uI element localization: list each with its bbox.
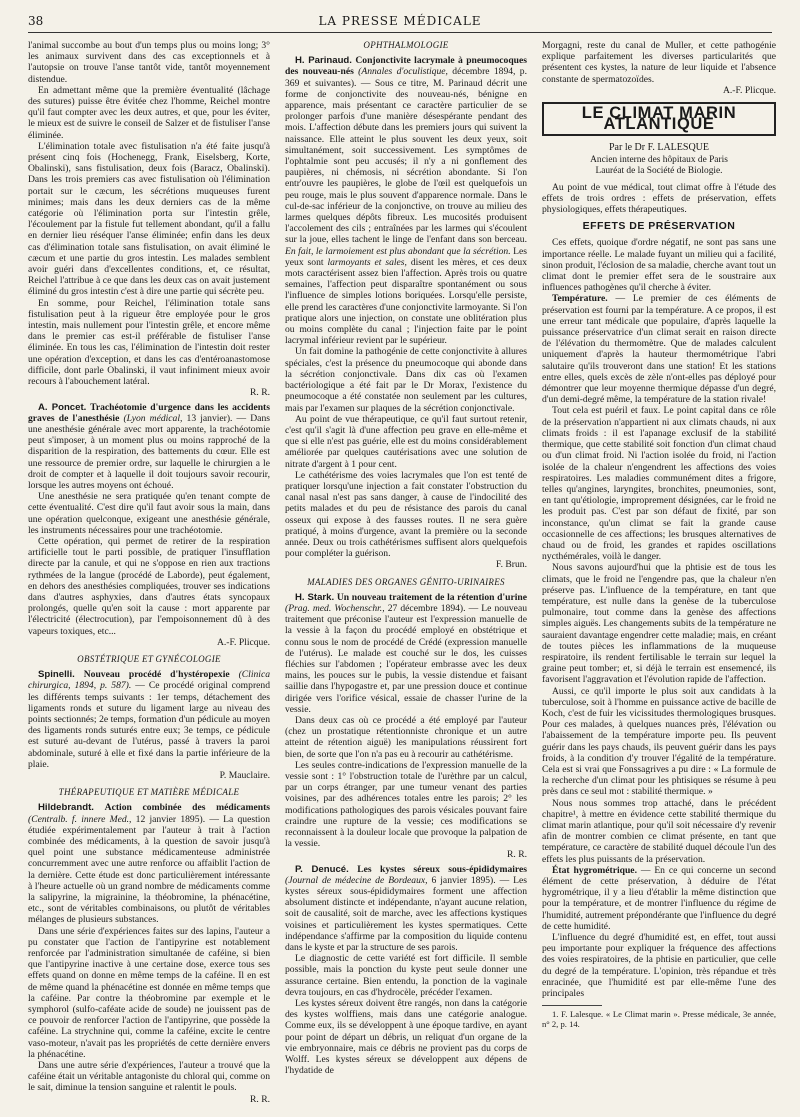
paragraph: Nous nous sommes trop attaché, dans le précédent chapitre¹, à mettre en évidence cette stabilité thermique du climat marin atlantique, pour qu'il soit nécessaire d'y revenir afin de montrer combien ce climat présente, en tant que température, ce caractère de stabilité duquel découle l'un des effets les plus puissants de la préservation. [542,797,776,865]
article-hildebrandt [28,802,270,925]
article-source: (Prag. med. Wochenschr., [285,602,385,614]
article-parinaud [285,55,527,346]
paragraph-temperature [542,293,776,405]
article-title: Les kystes séreux sous-épididymaires [357,863,527,875]
page-header [28,14,772,33]
footnote: 1. F. Lalesque. « Le Climat marin ». Presse médicale, 3e année, n° 2, p. 14. [542,1009,776,1030]
paragraph: Cette opération, qui permet de retirer de la respiration artificielle tout le parti possible, de pratiquer l'insufflation directe par la canule, et qui ne s'oppose en rien aux tractions rythmées de la langue (procédé de Laborde), peut également, en dehors des anesthésies compliquées, trouver ses indications dans d'autres asphyxies, dans d'autres états syncopaux prolongés, quelle qu'en soit la cause : mort apparente par l'électricité (électrocution), par l'empoisonnement dû à des vapeurs toxiques, etc... [28,535,270,637]
article-poncet [28,402,270,492]
paragraph: Le cathétérisme des voies lacrymales que l'on est tenté de pratiquer lorsqu'une injection a fait constater l'obstruction du canal nasal n'est pas sans danger, à cause de l'indocilité des petits malades et du peu de résistance des parois du canal osseux qui expose à des fausses routes. Il ne sera guère pratiqué, à moins d'urgence, avant la première ou la seconde année. Deux ou trois cathétérismes suffisent alors quelquefois pour compléter la guérison. [285,469,527,560]
article-title: Action combinée des médicaments [104,802,270,814]
paragraph: Ces effets, quoique d'ordre négatif, ne sont pas sans une importance réelle. Le malade fuyant un milieu qui a facilité, sinon produit, l'éclosion de sa maladie, cherche avant tout un climat dont le premier effet sera de le soustraire aux influences pathogènes qu'il cherche à éviter. [542,237,776,294]
column-2 [285,40,527,1111]
paragraph: Morgagni, reste du canal de Muller, et cette pathogénie explique parfaitement les diverses particularités que présentent ces kystes, la nature de leur liquide et l'absence constante de spermatozoïdes. [542,40,776,85]
article-byline: Par le Dr F. LALESQUE [608,142,710,154]
article-emphasis: En fait, le larmoiement est plus abondant que la sécrétion. [285,245,511,257]
paragraph: Au point de vue thérapeutique, ce qu'il faut surtout retenir, c'est qu'il s'agit là d'une affection peu grave en elle-même et que si elle n'est pas guérie, elle est du moins considérablement améliorée par quelques cautérisations avec une solution de nitrate d'argent à 1 pour cent. [285,413,527,470]
article-source: (Clinica chirurgica, 1894, p. 587). [28,669,270,692]
article-source: (Lyon médical, [123,412,183,424]
article-denuce [285,864,527,954]
paragraph: l'animal succombe au bout d'un temps plus ou moins long; 3° les animaux survivent dans des cas exceptionnels et à l'autopsie on trouve l'anse tantôt vide, tantôt moyennement distendue. [28,40,270,85]
paragraph: Tout cela est puéril et faux. Le point capital dans ce rôle de la préservation n'appartient ni aux climats chauds, ni aux climats froids : il est l'apanage exclusif de la stabilité thermique, que cette stabilité soit fonction d'un climat chaud ou d'un climat froid. Ni l'action isolée du froid, ni l'action isolée de la chaleur n'engendrent les affections des voies respiratoires. Les maladies communément dites a frigore, telles qu'angines, laryngites, bronchites, pneumonies, sont, en tant qu'étiologie, improprement désignées, car le froid ne les produit pas. C'est par son défaut de fixité, par son inconstance, qu'un climat se fait la grande cause occasionnelle de ces affections; les brusques alternatives de chaud ou de froid, les grandes et rapides oscillations nycthémérales, voilà le danger. [542,405,776,563]
article-author: H. Parinaud. [295,55,352,67]
paragraph: Au point de vue médical, tout climat offre à l'étude des effets de trois ordres : effets de préservation, effets physiologiques, effets thérapeutiques. [542,181,776,216]
paragraph: En somme, pour Reichel, l'élimination totale sans fistulisation peut à la rigueur être employée pour le gros intestin, mais nullement pour l'intestin grêle, et encore même dans le premier cas est-il préférable de fistuliser l'anse éliminée. En tous les cas, l'élimination de l'intestin doit rester une opération d'exception, et dans les cas d'entéroanastomose difficile, dont parle Obalinski, il vaut infiniment mieux avoir recours à l'abouchement latéral. [28,297,270,388]
paragraph: Nous savons aujourd'hui que la phtisie est de tous les climats, que le froid ne l'engendre pas, que la chaleur n'en préserve pas. L'influence de la température, en tant que température, est nulle dans la genèse de la tuberculose pulmonaire, tout comme dans la genèse des affections simples aiguës. Les changements subits de la température ne sauraient davantage engendrer cette maladie; mais, en créant de toutes pièces les inflammations de la muqueuse respiratoire, ils rendent fertilisable le terrain sur lequel la graine peut tomber; et, si déjà le terrain est ensemencé, ils favorisent l'aggravation et l'évolution rapide de l'affection. [542,562,776,686]
article-text: — Ce procédé original comprend les différents temps suivants : 1er temps, détachement des ligaments ronds et suture du ligament large au niveau des points sectionnés; 2e temps, formation d'un pédicule au moyen des ligaments ronds suturés entre eux; 3e temps, ce pédicule est suturé au-devant de l'utérus, passé à travers la paroi abdominale, suturé à elle et fixé dans la partie inférieure de la plaie. [28,680,270,770]
article-text: disent les mères, et ces deux mots caractérisent assez bien l'affection. Après trois ou quatre semaines, l'affection peut disparaître spontanément ou sous l'influence de simples lotions boriquées. Lorsqu'elle persiste, elle prend les caractères d'une conjonctivite larmoyante. Si l'on pratique alors une injection, on constate une oblitération plus ou moins complète du canal ; l'injection faite par le point lacrymal inférieur revient par le supérieur. [285,256,527,347]
paragraph: L'élimination totale avec fistulisation n'a été faite jusqu'à présent cinq fois (Hochenegg, Frank, Eiselsberg, Korte, Obalinski), sans fistulisation, deux fois (Baracz, Obalinski). Dans les trois premiers cas avec fistulisation où l'élimination portait sur le cæcum, les sécrétions muqueuses furent minimes; mais dans les deux derniers cas de la même catégorie où l'élimination porta sur l'intestin grêle, l'écoulement par la fistule fut tellement abondant, qu'il a fallu en dernier lieu réséquer l'anse éliminée; enfin dans les deux cas d'élimination totale sans fistulisation, on avait éliminé le cæcum et une partie du gros intestin. Les malades semblent avoir guéri dans d'excellentes conditions, et, ce résultat, Reichel l'attribue à ce que dans les deux cas on avait justement éliminé du gros intestin c'est à dire une partie qui sécrète peu. [28,140,270,298]
article-source: (Annales d'oculistique, [358,66,448,78]
signature: R. R. [250,387,270,399]
paragraph: En admettant même que la première éventualité (lâchage des sutures) puisse être évitée chez l'homme, Reichel montre qu'il faut compter avec les deux autres, et que, pour les éviter, le mieux est de suivre le conseil de Salzer et de fistuliser l'anse éliminée. [28,84,270,141]
article-stark [285,592,527,715]
paragraph-lead: État hygrométrique. [552,864,637,876]
signature: R. R. [250,1093,270,1105]
paragraph: Le diagnostic de cette variété est fort difficile. Il semble possible, mais la ponction du kyste peut seule donner une assurance certaine. Bien entendu, la ponction de la vaginale devra toujours, en cas d'hydrocèle, précéder l'examen. [285,953,527,998]
article-title: Trachéotomie d'urgence dans les accidents graves de l'anesthésie [28,401,270,424]
section-heading: OPHTHALMOLOGIE [363,40,449,50]
article-author: Spinelli. [38,669,75,681]
footnote-rule [542,1005,602,1006]
article-text: 6 janvier 1895). — Les kystes séreux sous-épididymaires forment une affection absolument distincte et indépendante, n'ayant aucune relation, soit de causalité, soit de marche, avec les affections kystiques voisines et particulièrement les kystes spermatiques. Cette indépendance s'affirme par la composition du liquide contenu dans le kyste et par la structure de ses parois. [285,874,527,954]
column-1 [28,40,270,1111]
section-heading: MALADIES DES ORGANES GÉNITO-URINAIRES [307,576,505,587]
article-author: Hildebrandt. [38,802,94,814]
paragraph: L'influence du degré d'humidité est, en effet, tout aussi peu importante pour expliquer la fréquence des affections des voies respiratoires, de la phtisie en particulier, que celle du degré de la température. L'opinion, très répandue et très enracinée, que l'humidité est par elle-même l'une des principales [542,932,776,1000]
article-text: 27 décembre 1894). — Le nouveau traitement que préconise l'auteur est l'expression manuelle de la vessie à la façon du procédé employé en obstétrique et connu sous le nom de procédé de Crédé (expression manuelle de l'utérus). Le malade est couché sur le dos, les cuisses fléchies sur l'abdomen ; l'opérateur embrasse avec les deux mains, les pouces sur le pubis, la vessie distendue et faisant saillie dans l'hypogastre et, par une pression douce et continue dirigée vers l'orifice vésical, essaie de chasser l'urine de la vessie. [285,602,527,715]
article-source: (Journal de médecine de Bordeaux, [285,874,428,886]
paragraph: Dans deux cas où ce procédé a été employé par l'auteur (chez un prostatique rétentionniste chronique et un autre atteint de rétention aiguë) les manipulations réussirent fort bien, de sorte que l'on n'a pas eu à recourir au cathétérisme. [285,714,527,760]
page-number: 38 [28,14,44,28]
paragraph-hygrometry [542,865,776,932]
article-spinelli [28,669,270,770]
signature: A.-F. Plicque. [216,636,270,648]
section-heading: THÉRAPEUTIQUE ET MATIÈRE MÉDICALE [58,787,240,798]
paragraph-text: — En ce qui concerne un second élément de cette préservation, à déduire de l'état hygrométrique, il y a lieu d'établir la même distinction que pour la température, et de montrer l'influence du régime de l'humidité, autrement prépondérante que l'influence du degré de cette humidité. [542,864,776,932]
paragraph: Les kystes séreux doivent être rangés, non dans la catégorie des kystes wolffiens, mais dans une catégorie analogue. Comme eux, ils se développent à une époque tardive, en ayant pour point de départ un débris, un reliquat d'un organe de la vie embryonnaire, mais ce débris ne provient pas du corps de Wolff. Les kystes séreux se développent aux dépens de l'hydatide de [285,998,527,1077]
signature: F. Brun. [496,559,527,571]
article-title: Conjonctivite lacrymale à pneumocoques des nouveau-nés [285,55,527,78]
article-text: Les yeux sont [285,245,527,268]
signature: R. R. [507,849,527,861]
article-text: décembre 1894, p. 369 et suivantes). — Sous ce titre, M. Parinaud décrit une forme de conjonctivite des nouveau-nés, bénigne en apparence, mais présentant ce caractère particulier de se prolonger parfois d'une manière désespérante pendant des mois. L'affection débute dans les premiers jours qui suivent la naissance. Elle atteint le plus souvent les deux yeux, soit simultanément, soit successivement. Les symptômes de l'ophtalmie sont peu accusés; il n'y a ni gonflement des paupières, ni chémosis, ni sécrétion abondante. Si l'on entr'ouvre les paupières, le globe de l'œil est quelquefois un peu rouge, mais le plus souvent d'apparence normale. Dans le cul-de-sac inférieur de la conjonctive, on trouve au milieu des larmes quelques dépôts fibreux. Les mucosités produisent l'accolement des cils ; entraînées par les larmes qui s'écoulent sur la joue, elles tachent le linge de l'enfant dans son berceau. [285,66,527,246]
article-title: Un nouveau traitement de la rétention d'urine [336,591,527,603]
article-title: Nouveau procédé d'hystéropexie [83,669,230,681]
paragraph: Aussi, ce qu'il importe le plus soit aux candidats à la tuberculose, soit à l'homme en puissance active de bacille de Koch, c'est de fuir les vicissitudes thermologiques brusques. Pour ces malades, à quelques nuances près, l'élévation ou l'abaissement de la température importe peu. Ils peuvent guérir dans les pays chauds, ils peuvent guérir dans les pays froids, à la condition d'y trouver l'égalité de la température. Cela est si vrai que Fonssagrives a pu dire : « La formule de la recherche d'un climat pour les phtisiques se résume à peu près dans ce seul mot : stabilité thermique. » [542,685,776,798]
paragraph: Dans une série d'expériences faites sur des lapins, l'auteur a pu constater que l'action de l'antipyrine est notablement renforcée par l'administration simultanée de caféine, si bien que l'antipyrine inactive à une certaine dose, exerce tous ses effets quand on donne en même temps de la caféine. Il en est de même quand la phénacétine est donnée en même temps que la caféine. Par contre la théobromine par exemple et le symphorol (sulfo-caféate acide de soude) ne jouissent pas de ce pouvoir de renforcer l'action de l'antipyrine, que possède la caféine. La strychnine qui, comme la caféine, excite le centre vaso-moteur, n'avait pas les propriétés de cette dernière envers la phénacétine. [28,925,270,1060]
paragraph: Dans une autre série d'expériences, l'auteur a trouvé que la caféine était un véritable antagoniste du chloral qui, comme on le sait, diminue la tension sanguine et ralentit le pouls. [28,1060,270,1094]
paragraph-lead: Température. [552,293,608,305]
section-heading: OBSTÉTRIQUE ET GYNÉCOLOGIE [77,653,221,664]
author-affiliation: Lauréat de la Société de Biologie. [595,165,723,176]
paragraph: Les seules contre-indications de l'expression manuelle de la vessie sont : 1° l'obstruction totale de l'urèthre par un calcul, par un corps étranger, par une tumeur venant des parties voisines, par des adhérences totales entre les parois; 2° les modifications pathologiques des parois vésicales pouvant faire craindre une rupture de la vessie; ces modifications se reconnaissent à la douleur locale que provoque la palpation de la vessie. [285,759,527,850]
signature: A.-F. Plicque. [722,84,776,96]
journal-title: LA PRESSE MÉDICALE [318,14,482,28]
article-banner-title: LE CLIMAT MARIN ATLANTIQUE [542,102,776,136]
paragraph: Une anesthésie ne sera pratiquée qu'en tenant compte de cette éventualité. C'est dire qu'il faut avoir sous la main, dans une opération quelconque, exigeant une anesthésie générale, les instruments nécessaires pour une trachéotomie. [28,491,270,536]
article-text: 13 janvier). — Dans une anesthésie générale avec mort apparente, la trachéotomie peut s'imposer, à un moment plus ou moins rapproché de la disparition de la respiration, des battements du cœur. Elle est une ressource de premier ordre, sur laquelle le chirurgien a le droit de compter et à laquelle il doit toujours savoir recourir, lorsque les autres moyens ont échoué. [28,412,270,491]
column-3 [542,40,776,1111]
article-author: H. Stark. [295,591,335,603]
article-text: 12 janvier 1895). — La question étudiée expérimentalement par l'auteur à trait à l'action combinée des médicaments, à la question de savoir jusqu'à quel point une substance médicamenteuse administrée concurremment avec une autre renforce ou affaiblit l'action de la dernière. Cette étude est donc particulièrement intéressante à l'heure actuelle où un grand nombre de médicaments comme la salipyrine, la migrainine, la théobromine, la phénacétine, etc., sont de véritables combinaisons, ou plutôt de véritables mélanges de plusieurs substances. [28,813,270,926]
article-author: P. Denucé. [295,863,349,875]
article-emphasis: larmoyants et sales, [327,256,407,268]
article-author: A. Poncet. [38,401,87,413]
paragraph-text: — Le premier de ces éléments de préservation est fourni par la température. A ce propos, il est une erreur tant médicale que populaire, d'après laquelle la puissance préservatrice d'un climat serait en raison directe de l'élévation du thermomètre. Que de malades calculent uniquement d'après la hauteur thermométrique l'abri salutaire qu'ils trouveront dans une station! Et les stations entre elles, quels excès de zèle n'ont-elles pas déployé pour démontrer que leur moyenne thermique dépasse d'un degré, d'un demi-degré même, la température de la station rivale! [542,293,776,406]
author-affiliation: Ancien interne des hôpitaux de Paris [590,154,728,165]
paragraph: Un fait domine la pathogénie de cette conjonctivite à allures spéciales, c'est la présence du pneumocoque qui abonde dans la sécrétion conjonctivale. Dans dix cas où l'examen bactériologique a été fait par le Dr Morax, l'existence du pneumocoque a été constatée non seulement par les cultures, mais par l'examen sur plaques de la sécrétion conjonctivale. [285,346,527,414]
signature: P. Mauclaire. [219,770,270,781]
subsection-heading: EFFETS DE PRÉSERVATION [582,220,736,233]
article-source: (Centralb. f. innere Med., [28,813,132,825]
